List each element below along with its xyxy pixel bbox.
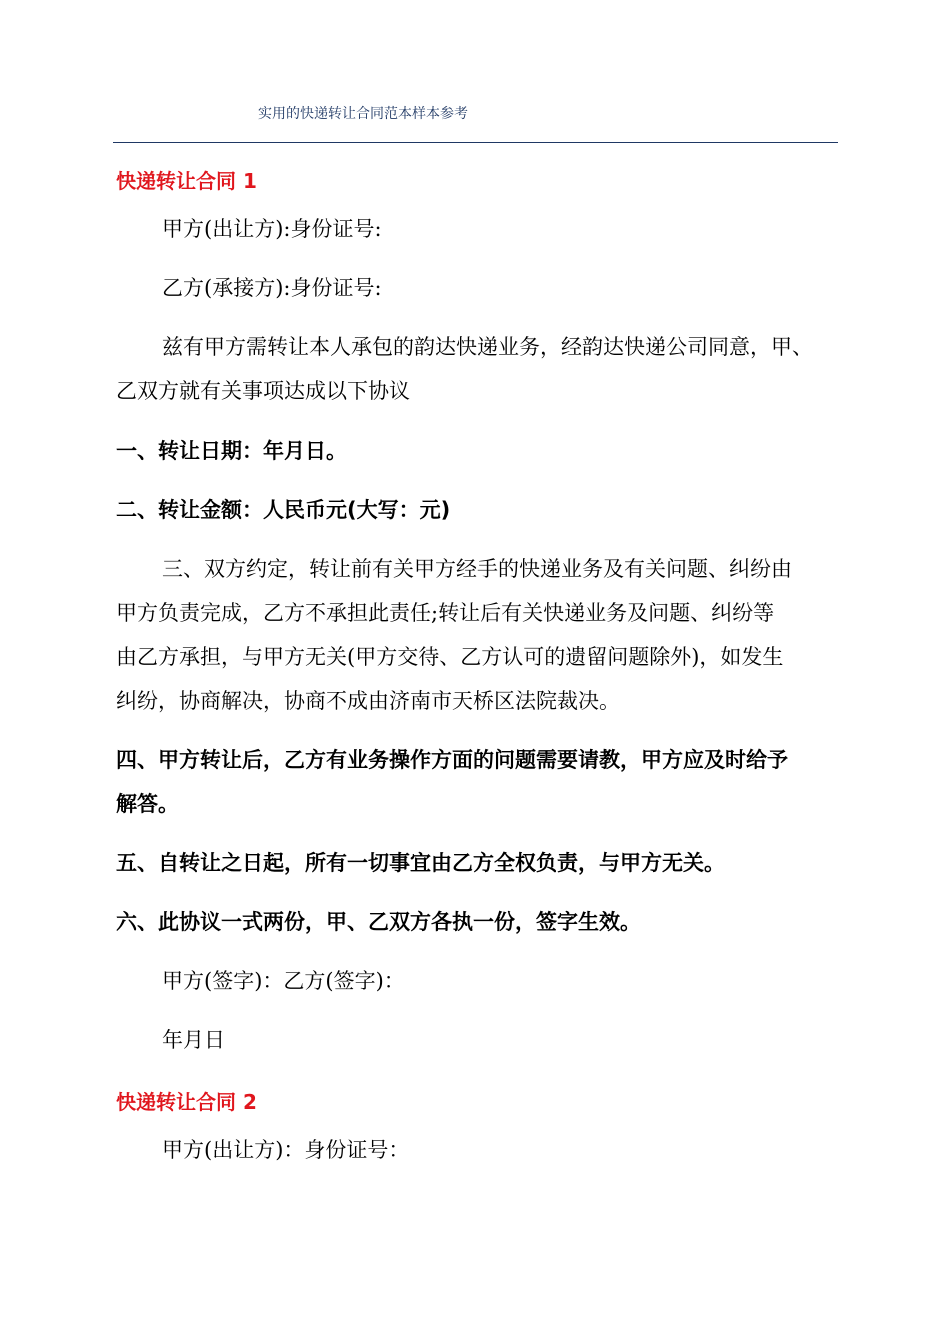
contract-1-clause-2: 二、转让金额：人民币元(大写：元)	[116, 498, 451, 522]
contract-1-clause-3-line-3: 由乙方承担，与甲方无关(甲方交待、乙方认可的遗留问题除外)，如发生	[116, 645, 784, 669]
contract-1-clause-4-line-2: 解答。	[116, 792, 179, 816]
header-divider	[113, 142, 838, 143]
contract-1-party-b: 乙方(承接方):身份证号:	[162, 276, 382, 300]
document-header-title: 实用的快递转让合同范本样本参考	[258, 106, 468, 122]
contract-1-party-a: 甲方(出让方):身份证号:	[162, 217, 382, 241]
contract-1-signatures: 甲方(签字)：乙方(签字)：	[162, 969, 405, 993]
contract-2-party-a: 甲方(出让方)：身份证号：	[162, 1138, 410, 1162]
contract-1-intro-line-1: 兹有甲方需转让本人承包的韵达快递业务，经韵达快递公司同意，甲、	[162, 335, 813, 359]
contract-1-clause-3-line-2: 甲方负责完成，乙方不承担此责任;转让后有关快递业务及问题、纠纷等	[116, 601, 775, 625]
contract-1-intro-line-2: 乙双方就有关事项达成以下协议	[116, 379, 410, 403]
contract-1-clause-5: 五、自转让之日起，所有一切事宜由乙方全权负责，与甲方无关。	[116, 851, 725, 875]
contract-1-clause-4-line-1: 四、甲方转让后，乙方有业务操作方面的问题需要请教，甲方应及时给予	[116, 748, 788, 772]
contract-1-clause-6: 六、此协议一式两份，甲、乙双方各执一份，签字生效。	[116, 910, 641, 934]
contract-1-clause-1: 一、转让日期：年月日。	[116, 439, 347, 463]
contract-1-clause-3-line-1: 三、双方约定，转让前有关甲方经手的快递业务及有关问题、纠纷由	[162, 557, 792, 581]
contract-1-date: 年月日	[162, 1028, 225, 1052]
contract-1-heading: 快递转让合同 1	[116, 169, 257, 193]
contract-2-heading: 快递转让合同 2	[116, 1090, 257, 1114]
contract-1-clause-3-line-4: 纠纷，协商解决，协商不成由济南市天桥区法院裁决。	[116, 689, 620, 713]
